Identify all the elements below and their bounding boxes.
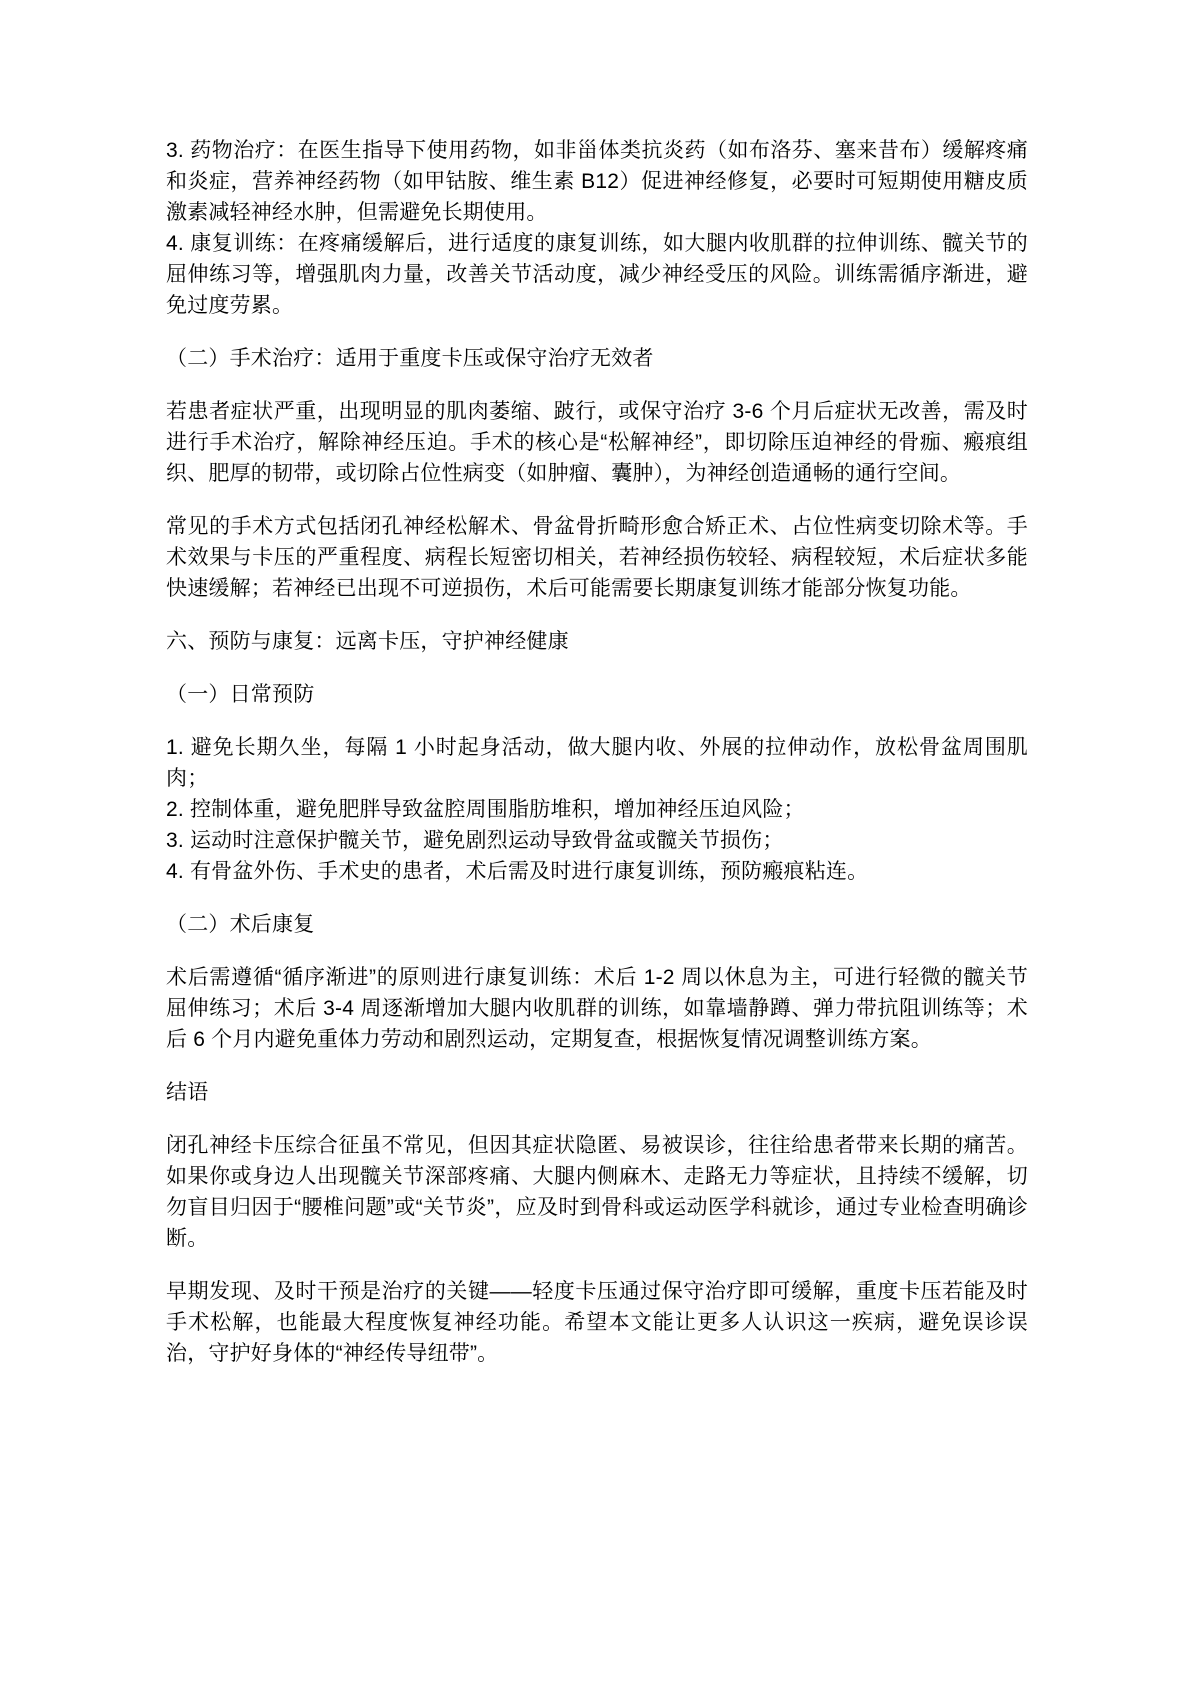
list-item: 1. 避免长期久坐，每隔 1 小时起身活动，做大腿内收、外展的拉伸动作，放松骨盆周围肌肉； — [166, 736, 1028, 790]
paragraph: 术后需遵循“循序渐进”的原则进行康复训练：术后 1-2 周以休息为主，可进行轻微的髋关节屈伸练习；术后 3-4 周逐渐增加大腿内收肌群的训练，如靠墙静蹲、弹力带抗阻训练等；术后 6 个月内避免重体力劳动和剧烈运动，定期复查，根据恢复情况调整训练方案。 — [166, 966, 1028, 1051]
section-heading: 六、预防与康复：远离卡压，守护神经健康 — [166, 630, 569, 653]
paragraph: 常见的手术方式包括闭孔神经松解术、骨盆骨折畸形愈合矫正术、占位性病变切除术等。手术效果与卡压的严重程度、病程长短密切相关，若神经损伤较轻、病程较短，术后症状多能快速缓解；若神经已出现不可逆损伤，术后可能需要长期康复训练才能部分恢复功能。 — [166, 515, 1028, 600]
list-item: 4. 康复训练：在疼痛缓解后，进行适度的康复训练，如大腿内收肌群的拉伸训练、髋关节的屈伸练习等，增强肌肉力量，改善关节活动度，减少神经受压的风险。训练需循序渐进，避免过度劳累。 — [166, 232, 1028, 317]
section-heading: （一）日常预防 — [166, 683, 315, 706]
paragraph: 闭孔神经卡压综合征虽不常见，但因其症状隐匿、易被误诊，往往给患者带来长期的痛苦。如果你或身边人出现髋关节深部疼痛、大腿内侧麻木、走路无力等症状，且持续不缓解，切勿盲目归因于“腰椎问题”或“关节炎”，应及时到骨科或运动医学科就诊，通过专业检查明确诊断。 — [166, 1134, 1028, 1250]
list-item: 4. 有骨盆外伤、手术史的患者，术后需及时进行康复训练，预防瘢痕粘连。 — [166, 860, 869, 883]
section-heading: 结语 — [166, 1081, 209, 1104]
list-item: 3. 药物治疗：在医生指导下使用药物，如非甾体类抗炎药（如布洛芬、塞来昔布）缓解疼痛和炎症，营养神经药物（如甲钴胺、维生素 B12）促进神经修复，必要时可短期使用糖皮质激素减轻神经水肿，但需避免长期使用。 — [166, 139, 1028, 224]
list-item: 2. 控制体重，避免肥胖导致盆腔周围脂肪堆积，增加神经压迫风险； — [166, 798, 805, 821]
section-heading: （二）手术治疗：适用于重度卡压或保守治疗无效者 — [166, 347, 654, 370]
section-heading: （二）术后康复 — [166, 913, 315, 936]
list-item: 3. 运动时注意保护髋关节，避免剧烈运动导致骨盆或髋关节损伤； — [166, 829, 784, 852]
paragraph: 若患者症状严重，出现明显的肌肉萎缩、跛行，或保守治疗 3-6 个月后症状无改善，需及时进行手术治疗，解除神经压迫。手术的核心是“松解神经”，即切除压迫神经的骨痂、瘢痕组织、肥厚的韧带，或切除占位性病变（如肿瘤、囊肿），为神经创造通畅的通行空间。 — [166, 400, 1028, 485]
paragraph: 早期发现、及时干预是治疗的关键——轻度卡压通过保守治疗即可缓解，重度卡压若能及时手术松解，也能最大程度恢复神经功能。希望本文能让更多人认识这一疾病，避免误诊误治，守护好身体的“神经传导纽带”。 — [166, 1280, 1028, 1365]
